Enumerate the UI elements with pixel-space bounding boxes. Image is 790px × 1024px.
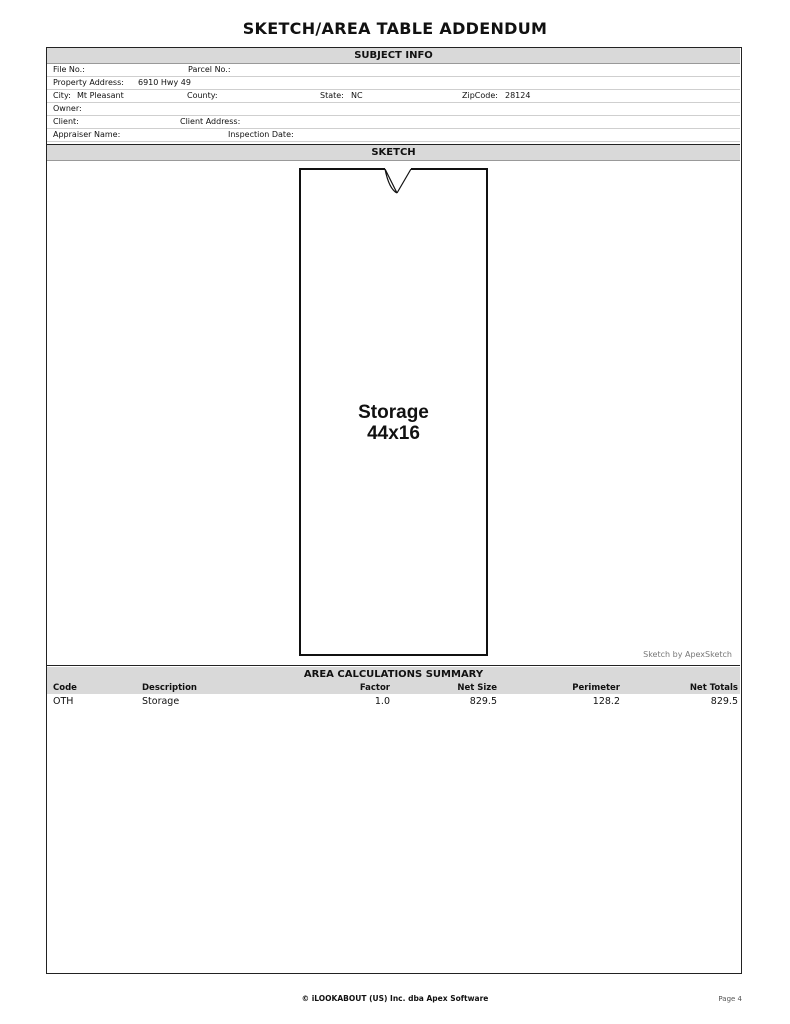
sketch-canvas <box>47 161 740 664</box>
table-row <box>47 695 740 708</box>
info-row-owner <box>47 103 740 116</box>
row-factor: 1.0 <box>374 696 390 707</box>
sketch-credit: Sketch by ApexSketch <box>643 650 732 659</box>
row-net-totals: 829.5 <box>710 696 738 707</box>
area-calculations-header: AREA CALCULATIONS SUMMARY <box>47 667 740 683</box>
column-net-totals: Net Totals <box>689 683 738 693</box>
room-name: Storage <box>358 402 429 423</box>
row-code: OTH <box>53 696 74 707</box>
column-perimeter: Perimeter <box>572 683 620 693</box>
room-dimensions: 44x16 <box>367 423 420 444</box>
subject-info-header: SUBJECT INFO <box>47 48 740 64</box>
row-net-size: 829.5 <box>469 696 497 707</box>
inspection-date-label: Inspection Date: <box>228 130 294 139</box>
info-row-address <box>47 77 740 90</box>
state-label: State: <box>320 91 344 100</box>
footer-copyright: © iLOOKABOUT (US) Inc. dba Apex Software <box>301 994 489 1003</box>
client-address-label: Client Address: <box>180 117 241 126</box>
column-factor: Factor <box>359 683 390 693</box>
zipcode-value: 28124 <box>505 91 531 100</box>
parcel-no-label: Parcel No.: <box>188 65 231 74</box>
column-code: Code <box>53 683 77 693</box>
file-no-label: File No.: <box>53 65 85 74</box>
area-table-header <box>47 682 740 694</box>
appraiser-name-label: Appraiser Name: <box>53 130 121 139</box>
section-divider <box>47 665 740 666</box>
door-swing-icon <box>383 167 415 197</box>
city-label: City: <box>53 91 71 100</box>
info-row-client <box>47 116 740 129</box>
info-row-appraiser <box>47 129 740 142</box>
zipcode-label: ZipCode: <box>462 91 498 100</box>
city-value: Mt Pleasant <box>77 91 124 100</box>
county-label: County: <box>187 91 218 100</box>
sketch-header: SKETCH <box>47 145 740 161</box>
info-row-file <box>47 64 740 77</box>
room-label <box>301 402 486 444</box>
column-description: Description <box>142 683 197 693</box>
row-perimeter: 128.2 <box>592 696 620 707</box>
state-value: NC <box>351 91 363 100</box>
row-description: Storage <box>142 696 180 707</box>
property-address-value: 6910 Hwy 49 <box>138 78 191 87</box>
client-label: Client: <box>53 117 79 126</box>
property-address-label: Property Address: <box>53 78 124 87</box>
column-net-size: Net Size <box>457 683 497 693</box>
storage-room-outline <box>299 168 488 656</box>
page-title: SKETCH/AREA TABLE ADDENDUM <box>242 19 548 38</box>
owner-label: Owner: <box>53 104 82 113</box>
info-row-city <box>47 90 740 103</box>
addendum-form <box>46 47 742 974</box>
page-number: Page 4 <box>718 995 742 1003</box>
